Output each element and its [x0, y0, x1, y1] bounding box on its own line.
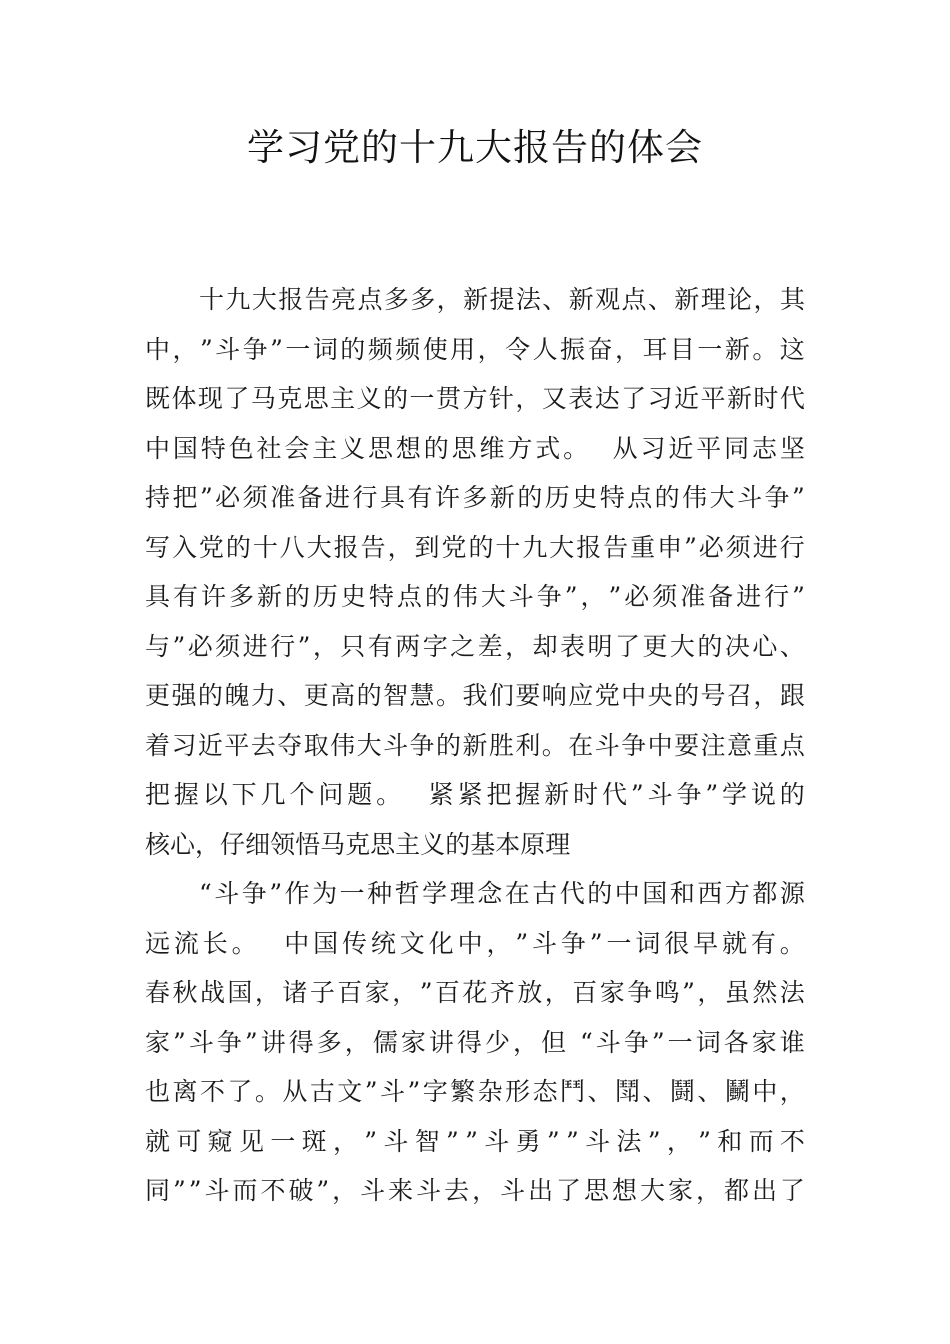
document-body — [145, 275, 805, 1216]
text-line: 就 可 窥 见 一 斑 ， ” 斗 智 ” ” 斗 勇 ” ” 斗 法 ” ， ” 和 而 不 — [145, 1126, 805, 1156]
text-line: 春 秋 战 国 ， 诸 子 百 家 ， ” 百 花 齐 放 ， 百 家 争 鸣 ” ， 虽 然 法 — [145, 978, 805, 1007]
text-line: 把 握 以 下 几 个 问 题 。 紧 紧 把 握 新 时 代 ” 斗 争 ” 学 说 的 — [145, 780, 805, 809]
text-line: 中 ， ” 斗 争 ” 一 词 的 频 频 使 用 ， 令 人 振 奋 ， 耳 目 一 新 。 这 — [145, 334, 805, 364]
text-line: 写 入 党 的 十 八 大 报 告 ， 到 党 的 十 九 大 报 告 重 申 ” 必 须 进 行 — [145, 532, 805, 562]
text-line: 同 ” ” 斗 而 不 破 ” ， 斗 来 斗 去 ， 斗 出 了 思 想 大 家 ， 都 出 了 — [145, 1176, 805, 1205]
text-line: 家 ” 斗 争 ” 讲 得 多 ， 儒 家 讲 得 少 ， 但 “ 斗 争 ” 一 词 各 家 谁 — [145, 1027, 805, 1057]
text-line: 中 国 特 色 社 会 主 义 思 想 的 思 维 方 式 。 从 习 近 平 同 志 坚 — [145, 433, 805, 463]
text-line: 持 把 ” 必 须 准 备 进 行 具 有 许 多 新 的 历 史 特 点 的 伟 大 斗 争 ” — [145, 483, 805, 512]
text-line: 也 离 不 了 。 从 古 文 ” 斗 ” 字 繁 杂 形 态 鬥 、 鬦 、 鬪 、 鬭 中 ， — [145, 1077, 805, 1106]
text-line: “ 斗 争 ” 作 为 一 种 哲 学 理 念 在 古 代 的 中 国 和 西 方 都 源 — [199, 879, 805, 908]
document-title: 学习党的十九大报告的体会 — [247, 126, 703, 169]
text-line: 既 体 现 了 马 克 思 主 义 的 一 贯 方 针 ， 又 表 达 了 习 近 平 新 时 代 — [145, 384, 805, 413]
text-line: 远 流 长 。 中 国 传 统 文 化 中 ， ” 斗 争 ” 一 词 很 早 就 有 。 — [145, 928, 805, 958]
text-line: 着 习 近 平 去 夺 取 伟 大 斗 争 的 新 胜 利 。 在 斗 争 中 要 注 意 重 点 — [145, 730, 805, 760]
text-line: 核 心 ， 仔 细 领 悟 马 克 思 主 义 的 基 本 原 理 — [145, 829, 571, 859]
text-line: 更 强 的 魄 力 、 更 高 的 智 慧 。 我 们 要 响 应 党 中 央 的 号 召 ， 跟 — [145, 681, 805, 710]
text-line: 十 九 大 报 告 亮 点 多 多 ， 新 提 法 、 新 观 点 、 新 理 论 ， 其 — [199, 285, 805, 314]
text-line: 与 ” 必 须 进 行 ” ， 只 有 两 字 之 差 ， 却 表 明 了 更 大 的 决 心 、 — [145, 631, 805, 661]
text-line: 具 有 许 多 新 的 历 史 特 点 的 伟 大 斗 争 ” ， ” 必 须 准 备 进 行 ” — [145, 582, 805, 611]
